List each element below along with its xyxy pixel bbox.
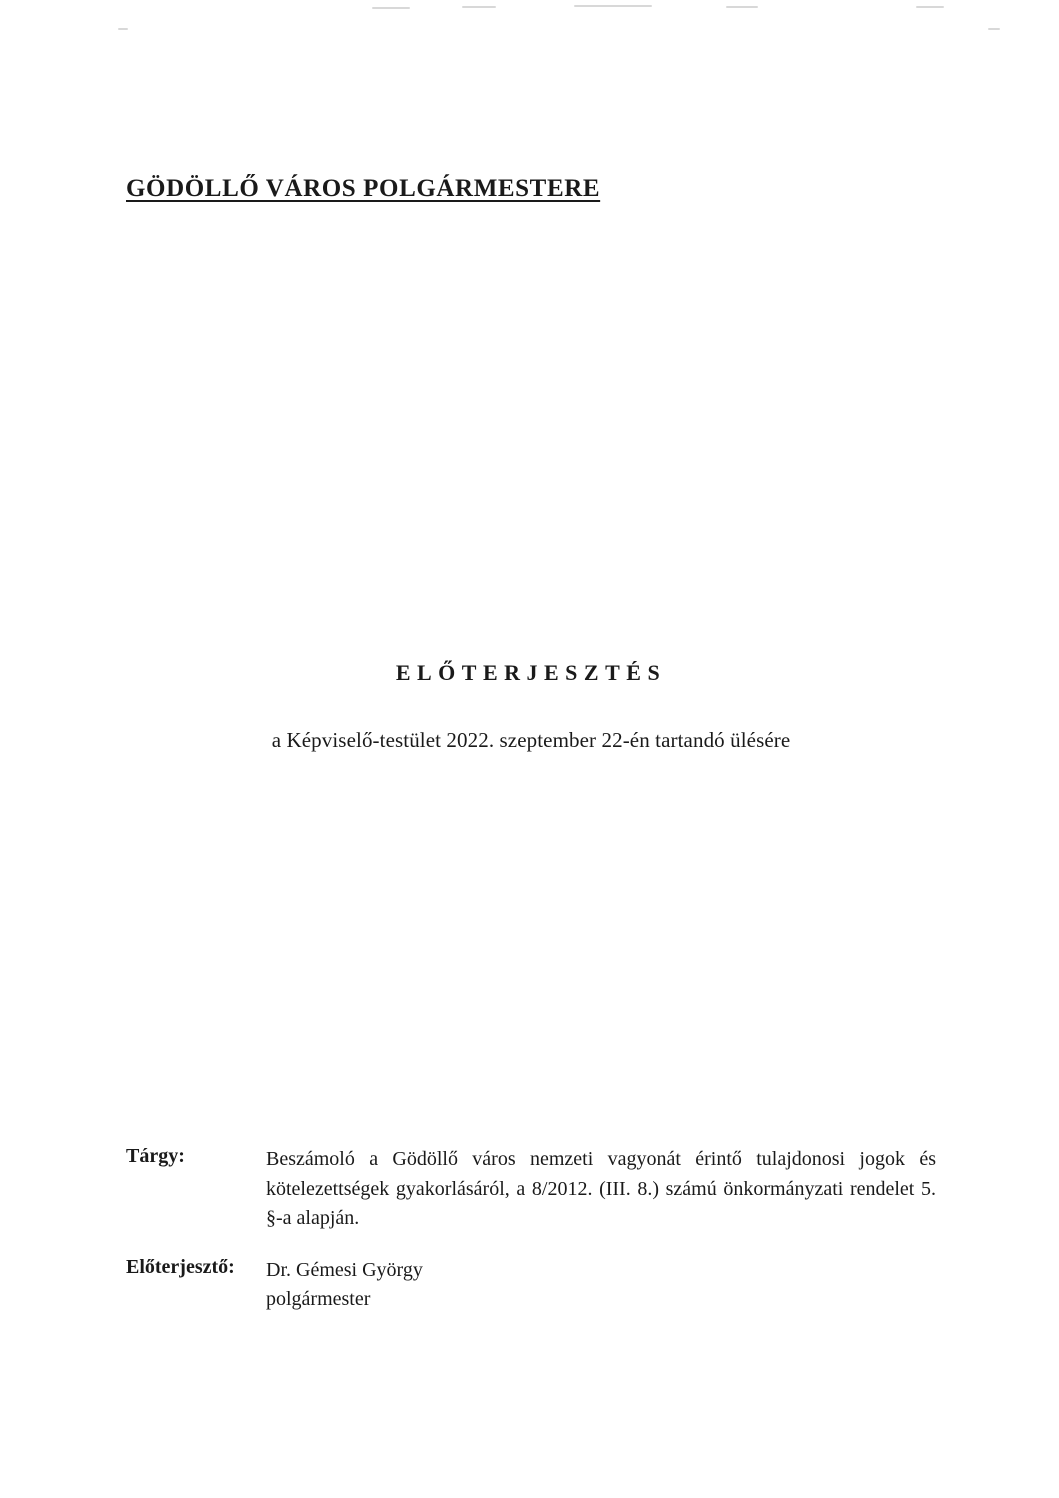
scan-mark <box>988 28 1000 30</box>
subject-label: Tárgy: <box>126 1145 185 1167</box>
metadata-fields <box>126 1145 936 1337</box>
presenter-role: polgármester <box>266 1288 371 1311</box>
subject-row <box>126 1145 936 1234</box>
subject-value: Beszámoló a Gödöllő város nemzeti vagyonát érintő tulajdonosi jogok és kötelezettségek gyakorlásáról, a 8/2012. (III. 8.) számú önkormányzati rendelet 5. §-a alapján. <box>266 1148 936 1230</box>
title-block <box>126 660 936 753</box>
presenter-name: Dr. Gémesi György <box>266 1258 423 1281</box>
presenter-value <box>266 1256 936 1315</box>
document-content <box>126 0 936 1498</box>
document-header-issuer: GÖDÖLLŐ VÁROS POLGÁRMESTERE <box>126 175 601 202</box>
presenter-label: Előterjesztő: <box>126 1255 235 1278</box>
presenter-row <box>126 1256 936 1315</box>
page-title: ELŐTERJESZTÉS <box>395 660 667 685</box>
page-subtitle: a Képviselő-testület 2022. szeptember 22-én tartandó ülésére <box>271 728 791 752</box>
